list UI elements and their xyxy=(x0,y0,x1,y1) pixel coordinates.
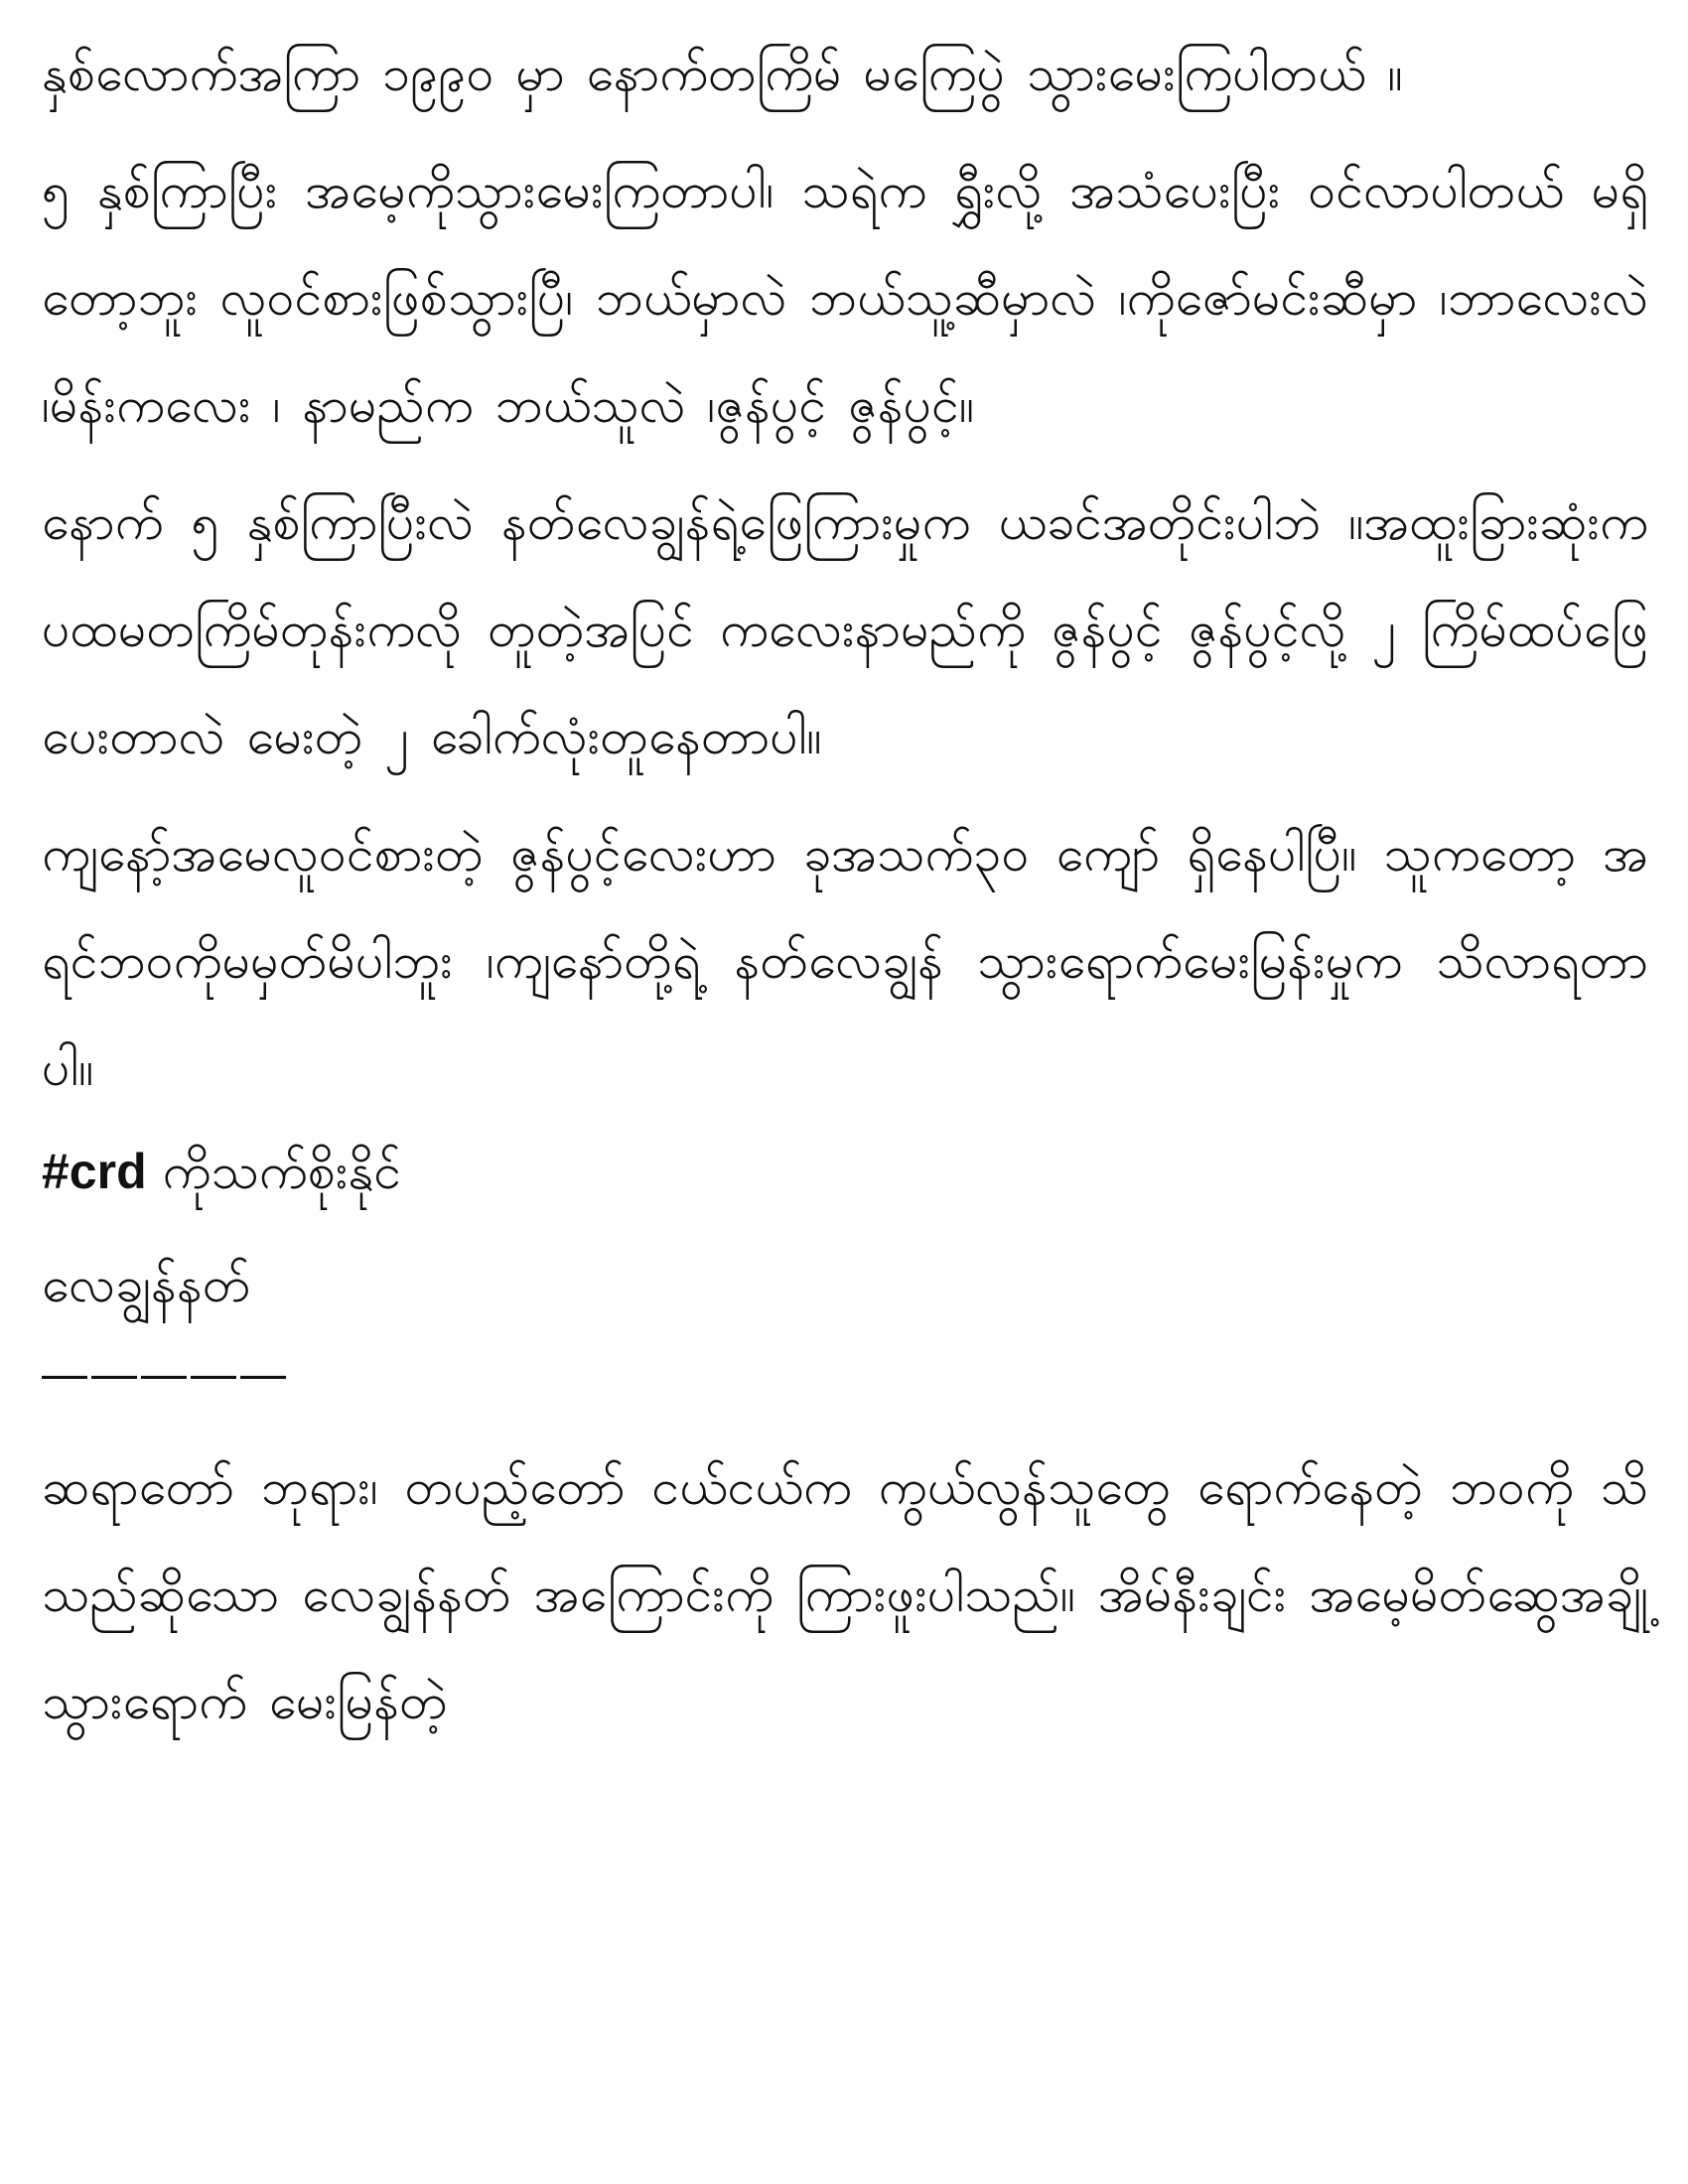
hashtag-line xyxy=(42,1122,1648,1221)
paragraph-4: ကျနော့်အမေလူဝင်စားတဲ့ ဇွန်ပွင့်လေးဟာ ခုအသက်၃၀ ကျော် ရှိနေပါပြီ။ သူကတော့ အရင်ဘဝကိုမမှတ်မိပါဘူး ၊ကျနော်တို့ရဲ့ နတ်လေချွန် သွားရောက်မေးမြန်းမှုက သိလာရတာပါ။ xyxy=(42,825,1648,1097)
closing-paragraph: ဆရာတော် ဘုရား၊ တပည့်တော် ငယ်ငယ်က ကွယ်လွန်သူတွေ ရောက်နေတဲ့ ဘဝကို သိသည်ဆိုသော လေချွန်နတ် အကြောင်းကို ကြားဖူးပါသည်။ အိမ်နီးချင်း အမေ့မိတ်ဆွေအချို့ သွားရောက် မေးမြန်တဲ့ xyxy=(42,1458,1648,1730)
section-divider: ————— xyxy=(42,1347,290,1399)
section-title: လေချွန်နတ် xyxy=(42,1256,251,1313)
hashtag-link[interactable]: #crd xyxy=(42,1144,147,1199)
author-name: ကိုသက်စိုးနိုင် xyxy=(162,1143,402,1200)
document-body xyxy=(42,20,1648,1765)
paragraph-2: ၅ နှစ်ကြာပြီး အမေ့ကိုသွားမေးကြတာပါ၊ သရဲက ရွှီးလို့ အသံပေးပြီး ဝင်လာပါတယ် မရှိတော့ဘူး လူဝင်စားဖြစ်သွားပြီ၊ ဘယ်မှာလဲ ဘယ်သူ့ဆီမှာလဲ ၊ကိုဇော်မင်းဆီမှာ ၊ဘာလေးလဲ ၊မိန်းကလေး ၊ နာမည်က ဘယ်သူလဲ ၊ဇွန်ပွင့် ဇွန်ပွင့်။ xyxy=(42,162,1648,434)
paragraph-1: နှစ်လောက်အကြာ ၁၉၉၀ မှာ နောက်တကြိမ် မကြေပွဲ သွားမေးကြပါတယ် ။ xyxy=(42,45,1403,102)
paragraph-3: နောက် ၅ နှစ်ကြာပြီးလဲ နတ်လေချွန်ရဲ့ဖြေကြားမှုက ယခင်အတိုင်းပါဘဲ ။အထူးခြားဆုံးက ပထမတကြိမ်တုန်းကလို တူတဲ့အပြင် ကလေးနာမည်ကို ဇွန်ပွင့် ဇွန်ပွင့်လို့ ၂ ကြိမ်ထပ်ဖြေပေးတာလဲ မေးတဲ့ ၂ ခေါက်လုံးတူနေတာပါ။ xyxy=(42,493,1648,765)
